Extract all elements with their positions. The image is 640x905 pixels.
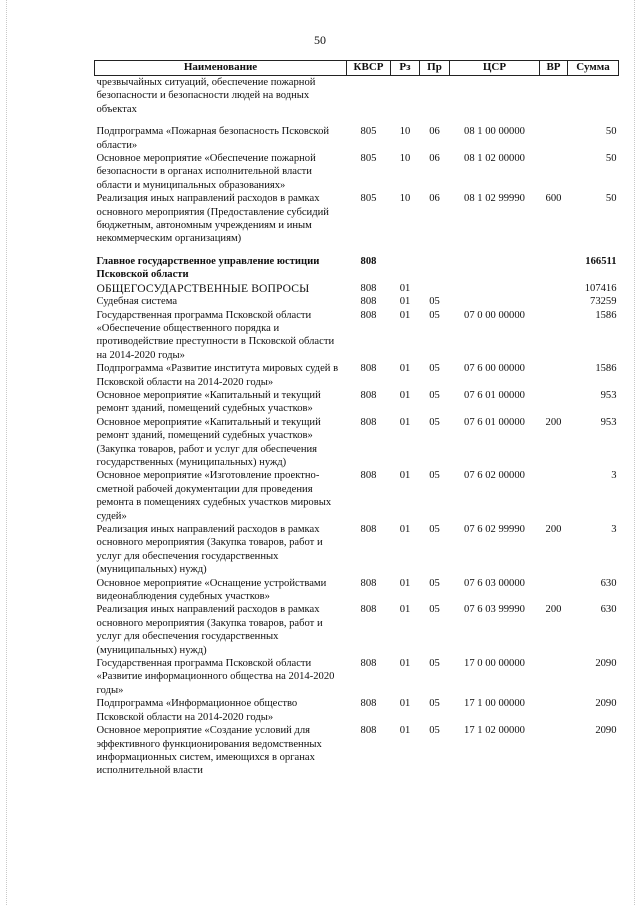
- cell-vr: [540, 697, 568, 724]
- cell-rz: 01: [399, 725, 411, 737]
- cell-vr: [540, 295, 568, 308]
- cell-vr: [540, 309, 568, 363]
- cell-sum: 630: [600, 577, 617, 589]
- cell-kvsr: 808: [360, 416, 377, 428]
- cell-rz: [391, 76, 420, 117]
- scan-edge-right: [634, 0, 635, 905]
- cell-sum: 166511: [585, 255, 617, 267]
- cell-name: Подпрограмма «Пожарная безопасность Псковской области»: [96, 126, 330, 151]
- cell-rz: 01: [399, 698, 411, 710]
- cell-vr: [540, 116, 568, 152]
- table-row: [95, 192, 619, 246]
- cell-vr: 200: [545, 604, 562, 616]
- cell-rz: 01: [399, 416, 411, 428]
- table-row: [95, 577, 619, 604]
- table-row: [95, 116, 619, 152]
- cell-pr: 06: [429, 193, 440, 205]
- column-header-name: Наименование: [95, 61, 347, 76]
- cell-pr: 05: [429, 604, 440, 616]
- cell-vr: [540, 76, 568, 117]
- cell-csr: 07 6 02 00000: [464, 470, 525, 482]
- cell-kvsr: 808: [360, 309, 377, 321]
- cell-name: ОБЩЕГОСУДАРСТВЕННЫЕ ВОПРОСЫ: [96, 281, 310, 295]
- cell-rz: [391, 246, 420, 282]
- cell-name: Реализация иных направлений расходов в рамках основного мероприятия (Закупка товаров, работ и услуг для обеспечения государственных (муниципальных) нужд): [96, 524, 323, 576]
- table-row: [95, 295, 619, 308]
- cell-kvsr: [347, 76, 391, 117]
- cell-csr: 08 1 00 00000: [464, 126, 525, 138]
- cell-csr: 17 1 00 00000: [464, 698, 525, 710]
- cell-rz: 01: [399, 577, 411, 589]
- cell-csr: 17 1 02 00000: [464, 725, 525, 737]
- table-header-row: [95, 61, 619, 76]
- table-row: [95, 416, 619, 470]
- table-row: [95, 389, 619, 416]
- cell-pr: 05: [429, 524, 440, 535]
- cell-rz: 10: [399, 153, 411, 165]
- cell-kvsr: 808: [360, 363, 377, 375]
- cell-name: Главное государственное управление юстиции Псковской области: [96, 255, 320, 281]
- cell-sum: 1586: [595, 363, 617, 375]
- cell-kvsr: 808: [360, 604, 377, 616]
- cell-rz: 10: [399, 126, 411, 138]
- cell-csr: [450, 295, 540, 308]
- cell-sum: 73259: [590, 296, 617, 308]
- cell-kvsr: 808: [360, 296, 377, 308]
- cell-kvsr: 808: [360, 577, 377, 589]
- cell-name: Основное мероприятие «Капитальный и текущий ремонт зданий, помещений судебных участков» (Закупка товаров, работ и услуг для обеспечения государственных (муниципальных) нужд): [96, 416, 321, 468]
- cell-kvsr: 808: [360, 255, 377, 267]
- cell-sum: 50: [605, 193, 617, 205]
- table-row: [95, 152, 619, 192]
- cell-rz: 10: [399, 193, 411, 205]
- cell-pr: 05: [429, 296, 440, 308]
- cell-vr: [540, 577, 568, 604]
- cell-rz: 01: [399, 363, 411, 375]
- column-header-kvsr: КВСР: [347, 61, 391, 76]
- column-header-sum: Сумма: [568, 61, 619, 76]
- table-row: [95, 603, 619, 657]
- cell-rz: 01: [399, 524, 411, 535]
- cell-pr: [420, 76, 450, 117]
- cell-pr: 05: [429, 725, 440, 737]
- table-row: [95, 246, 619, 282]
- cell-pr: 05: [429, 577, 440, 589]
- cell-csr: [450, 76, 540, 117]
- page-number: 50: [314, 33, 326, 47]
- cell-name: Подпрограмма «Информационное общество Псковской области на 2014-2020 годы»: [96, 698, 298, 723]
- cell-pr: [420, 282, 450, 295]
- column-header-vr: ВР: [540, 61, 568, 76]
- column-header-csr: ЦСР: [450, 61, 540, 76]
- cell-sum: 107416: [584, 282, 617, 294]
- cell-sum: 2090: [595, 658, 617, 670]
- cell-name: чрезвычайных ситуаций, обеспечение пожарной безопасности и безопасности людей на водных объектах: [96, 77, 316, 115]
- table-row: [95, 724, 619, 778]
- cell-kvsr: 808: [360, 470, 377, 482]
- cell-vr: 600: [545, 193, 562, 205]
- cell-sum: 2090: [595, 725, 617, 737]
- cell-csr: [450, 282, 540, 295]
- cell-rz: 01: [399, 309, 411, 321]
- cell-csr: 07 6 03 00000: [464, 577, 525, 589]
- cell-kvsr: 805: [360, 153, 377, 165]
- cell-name: Основное мероприятие «Оснащение устройствами видеонаблюдения судебных участков»: [96, 577, 327, 603]
- cell-csr: 07 6 03 99990: [464, 604, 525, 616]
- cell-vr: [540, 469, 568, 523]
- cell-name: Реализация иных направлений расходов в рамках основного мероприятия (Закупка товаров, работ и услуг для обеспечения государственных (муниципальных) нужд): [96, 604, 323, 656]
- cell-pr: 05: [429, 363, 440, 375]
- table-body: [95, 76, 619, 778]
- cell-sum: 953: [600, 416, 617, 428]
- cell-rz: 01: [399, 470, 411, 482]
- cell-pr: 05: [429, 698, 440, 710]
- cell-pr: 05: [429, 389, 440, 401]
- cell-vr: [540, 152, 568, 192]
- cell-rz: 01: [399, 604, 411, 616]
- table-row: [95, 282, 619, 295]
- cell-csr: 08 1 02 00000: [464, 153, 525, 165]
- table-row: [95, 76, 619, 117]
- cell-name: Основное мероприятие «Обеспечение пожарной безопасности в органах исполнительной власти области и муниципальных образованиях»: [96, 153, 316, 191]
- budget-table: [94, 60, 619, 778]
- cell-csr: 07 6 01 00000: [464, 416, 525, 428]
- cell-vr: [540, 246, 568, 282]
- table-row: [95, 309, 619, 363]
- column-header-pr: Пр: [420, 61, 450, 76]
- cell-csr: 07 6 02 99990: [464, 524, 525, 535]
- cell-name: Государственная программа Псковской области «Обеспечение общественного порядка и противодействие преступности в Псковской области на 2014-2020 годы»: [96, 309, 335, 361]
- cell-csr: 07 6 01 00000: [464, 389, 525, 401]
- cell-sum: [568, 76, 619, 117]
- cell-csr: 07 0 00 00000: [464, 309, 525, 321]
- cell-kvsr: 808: [360, 282, 377, 294]
- cell-kvsr: 808: [360, 725, 377, 737]
- cell-name: Основное мероприятие «Изготовление проектно-сметной рабочей документации для проведения ремонта в помещениях судебных участков мировых судей»: [96, 470, 332, 522]
- cell-sum: 630: [600, 604, 617, 616]
- cell-name: Судебная система: [96, 296, 178, 308]
- cell-sum: 1586: [595, 309, 617, 321]
- column-header-rz: Рз: [391, 61, 420, 76]
- cell-kvsr: 808: [360, 524, 377, 535]
- table-row: [95, 523, 619, 577]
- cell-rz: 01: [399, 296, 411, 308]
- cell-sum: 3: [611, 524, 617, 535]
- cell-sum: 50: [605, 153, 617, 165]
- cell-kvsr: 808: [360, 658, 377, 670]
- cell-vr: [540, 389, 568, 416]
- cell-name: Основное мероприятие «Создание условий для эффективного функционирования ведомственных информационных систем, имеющихся в органах исполнительной власти: [96, 725, 322, 777]
- cell-name: Основное мероприятие «Капитальный и текущий ремонт зданий, помещений судебных участков»: [96, 389, 321, 415]
- cell-rz: 01: [399, 282, 411, 294]
- cell-name: Подпрограмма «Развитие института мировых судей в Псковской области на 2014-2020 годы»: [96, 363, 339, 388]
- cell-kvsr: 808: [360, 389, 377, 401]
- cell-vr: [540, 282, 568, 295]
- cell-vr: [540, 362, 568, 389]
- cell-pr: 06: [429, 126, 440, 138]
- table-row: [95, 697, 619, 724]
- cell-sum: 3: [611, 470, 617, 482]
- cell-vr: [540, 724, 568, 778]
- cell-vr: 200: [545, 524, 562, 535]
- cell-pr: [420, 246, 450, 282]
- cell-pr: 05: [429, 309, 440, 321]
- table-row: [95, 657, 619, 697]
- scan-edge-left: [6, 0, 7, 905]
- cell-pr: 05: [429, 470, 440, 482]
- cell-sum: 2090: [595, 698, 617, 710]
- cell-pr: 05: [429, 658, 440, 670]
- cell-rz: 01: [399, 389, 411, 401]
- cell-sum: 50: [605, 126, 617, 138]
- table-row: [95, 362, 619, 389]
- cell-name: Реализация иных направлений расходов в рамках основного мероприятия (Предоставление субсидий бюджетным, автономным учреждениям и иным некоммерческим организациям): [96, 193, 329, 245]
- cell-pr: 06: [429, 153, 440, 165]
- cell-pr: 05: [429, 416, 440, 428]
- cell-csr: 07 6 00 00000: [464, 363, 525, 375]
- cell-vr: 200: [545, 416, 562, 428]
- cell-csr: [450, 246, 540, 282]
- cell-kvsr: 805: [360, 126, 377, 138]
- cell-csr: 17 0 00 00000: [464, 658, 525, 670]
- cell-kvsr: 805: [360, 193, 377, 205]
- cell-vr: [540, 657, 568, 697]
- cell-rz: 01: [399, 658, 411, 670]
- cell-name: Государственная программа Псковской области «Развитие информационного общества на 2014-2020 годы»: [96, 658, 335, 696]
- cell-csr: 08 1 02 99990: [464, 193, 525, 205]
- cell-sum: 953: [600, 389, 617, 401]
- table-row: [95, 469, 619, 523]
- cell-kvsr: 808: [360, 698, 377, 710]
